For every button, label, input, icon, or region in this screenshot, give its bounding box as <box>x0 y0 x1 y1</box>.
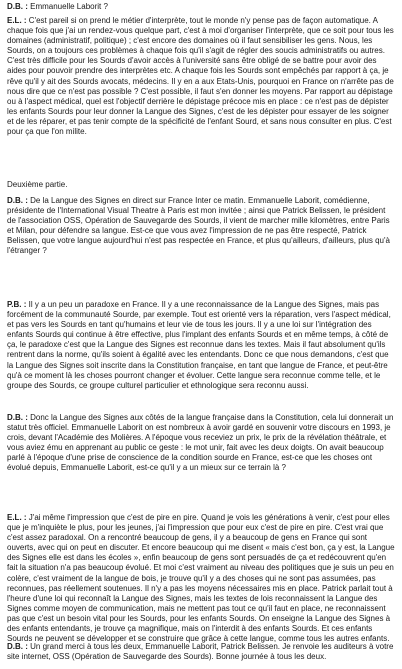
paragraph-4 <box>7 196 396 257</box>
paragraph-5 <box>7 300 396 391</box>
paragraph-text: Donc la Langue des Signes aux côtés de la langue française dans la Constitution, cela lui donnerait un statut très officiel. Emmanuelle Laborit on est nombreux à avoir gardé en souvenir votre discours en 1993, je crois, devant l'Académie des Molières. A l'époque vous receviez un prix, le prix de la révélation théâtrale, et vous aviez ému en apprenant au public ce geste : le mot unir, fait avec les deux doigts. On avait beaucoup parlé à l'époque d'une prise de conscience de la condition sourde en France, est-ce que les choses ont évolué depuis, Emmanuelle Laborit, est-ce qu'il y a un mieux sur ce terrain là ? <box>7 413 394 473</box>
paragraph-text: J'ai même l'impression que c'est de pire en pire. Quand je vois les générations à venir, c'est pour elles que je m'inquiète le plus, pour les jeunes, j'ai l'impression que pour eux c'est de pire en pire. C'est vrai que c'est assez paradoxal. On a rencontré beaucoup de gens, il y a beaucoup de gens en France qui sont ouverts, avec qui on peut en discuter. Et encore beaucoup qui me disent « mais c'est bon, ça y est, la Langue des Signes elle est dans les écoles », enfin beaucoup de gens sont persuadés de ça et redécouvrent qu'en fait la situation n'a pas beaucoup évolué. Et moi c'est vraiment au niveau des politiques que je suis un peu en colère, c'est vraiment de la langue de bois, je trouve qu'il y a des choses qui ne sont pas assumées, pas reconnues, pas réellement soutenues. Il n'y a pas les moyens nécessaires mis en place. Patrick parlait tout à l'heure d'une loi qui reconnaît la Langue des Signes, mais les textes de lois reconnaissent la Langue des Signes comme moyen de communication, mais ne mettent pas tout ce qu'il faut en place, ne reconnaissent pas que c'est un besoin vital pour les Sourds, pour les enfants Sourds. On enseigne la Langue des Signes à des enfants entendants, je trouve ça magnifique, mais on l'interdit à des enfants Sourds. Et ces enfants Sourds ne peuvent se développer et se construire que grâce à cette langue, comme tous les autres enfants. <box>7 513 395 644</box>
paragraph-7 <box>7 513 396 644</box>
speaker-label: D.B. : <box>7 2 28 11</box>
paragraph-6 <box>7 413 396 474</box>
paragraph-text: De la Langue des Signes en direct sur France Inter ce matin. Emmanuelle Laborit, comédienne, présidente de l'International Visual Theatre à Paris est mon invitée ; ainsi que Patrick Belissen, le président de l'association OSS, Opération de Sauvegarde des Sourds, il vient de marcher mille kilomètres, entre Paris et Milan, pour défendre sa langue. Est-ce que vous avez l'impression de ne pas être respecté, Patrick Belissen, que votre langue aujourd'hui n'est pas respectée en France, et plus qu'ailleurs, d'ailleurs, plus qu'à l'étranger ? <box>7 196 390 256</box>
speaker-label: E.L. : <box>7 16 27 25</box>
speaker-label: P.B. : <box>7 300 27 309</box>
speaker-label: D.B. : <box>7 642 28 651</box>
paragraph-text: Un grand merci à tous les deux, Emmanuelle Laborit, Patrick Belissen. Je renvoie les auditeurs à votre site internet, OSS (Opération de Sauvegarde des Sourds). Bonne journée à tous les deux. <box>7 642 394 662</box>
paragraph-2 <box>7 16 396 137</box>
speaker-label: E.L. : <box>7 513 27 522</box>
speaker-label: D.B. : <box>7 413 28 422</box>
paragraph-text: Emmanuelle Laborit ? <box>27 2 108 11</box>
speaker-label: D.B. : <box>7 196 28 205</box>
paragraph-1 <box>7 2 396 12</box>
paragraph-8 <box>7 642 396 662</box>
paragraph-text: C'est pareil si on prend le métier d'interprète, tout le monde n'y pense pas de façon automatique. A chaque fois que j'ai un rendez-vous quelque part, c'est à moi d'organiser l'interprète, que ce soit pour tous les domaines (administratif, politique) ; c'est encore des domaines où il faut sensibiliser les gens. Nous, les Sourds, on a toujours ces problèmes à chaque fois qu'il s'agit de régler des soucis administratifs ou autres. C'est très difficile pour les Sourds d'avoir accès à l'université sans être obligé de se battre pour avoir des aides pour pouvoir prendre des interprètes etc. A chaque fois les Sourds sont empêchés par rapport à ça, je rêve qu'il y ait des Sourds avocats, médecins. Il y en a aux Etats-Unis, pourquoi en France on n'arrête pas de nous dire que ce n'est pas possible ? C'est possible, il faut s'en donner les moyens. Par rapport au dépistage ou à l'aspect médical, quel est l'objectif derrière le dépistage précoce mis en place : ce n'est pas de dépister les enfants Sourds pour leur donner la Langue des Signes, c'est de les dépister pour essayer de les soigner et de les réparer, et pas tenir compte de la spécificité de l'enfant Sourd, et sans nous consulter en plus. C'est pour ça que l'on milite. <box>7 16 394 137</box>
section-heading-text: Deuxième partie. <box>7 180 68 189</box>
paragraph-text: Il y a un peu un paradoxe en France. Il y a une reconnaissance de la Langue des Signes, mais pas forcément de la communauté Sourde, par exemple. Tout est orienté vers la réparation, vers l'aspect médical, et pas vers les Sourds en tant qu'humains et leur vie de tous les jours. Il y a une loi sur l'intégration des enfants Sourds qui continue à être effective, plus l'implant des enfants Sourds et en même temps, à côté de ça, le paradoxe c'est que la Langue des Signes est reconnue dans les textes. Mais il faut absolument qu'ils rentrent dans la norme, qu'ils soient à égalité avec les entendants. Donc ce que nous demandons, c'est que la Langue des Signes soit inscrite dans la Constitution française, en tant que langue de France, et peut-être qu'à ce moment là les choses pourront changer et évoluer. Cette langue sera reconnue comme telle, et le groupe des Sourds, ce groupe culturel particulier et ethnologique sera reconnu aussi. <box>7 300 391 390</box>
section-heading <box>7 180 396 190</box>
